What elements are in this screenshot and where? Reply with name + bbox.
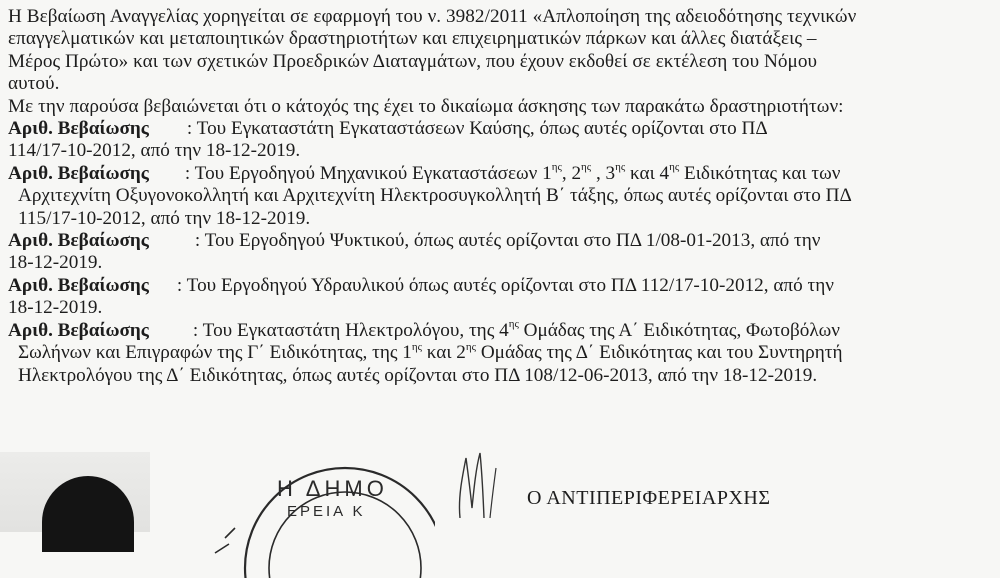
entry-label: Αριθ. Βεβαίωσης — [8, 319, 149, 341]
entry-label: Αριθ. Βεβαίωσης — [8, 230, 149, 252]
ordinal-suffix: ης — [465, 340, 477, 353]
intro-line: Μέρος Πρώτο» και των σχετικών Προεδρικών Διαταγμάτων, που έχουν εκδοθεί σε εκτέλεση του Νόμου — [8, 50, 818, 72]
certificate-entry — [8, 163, 994, 230]
entry-text: : Του Εγκαταστάτη Εγκαταστάσεων Καύσης, όπως αυτές ορίζονται στο ΠΔ — [186, 118, 768, 140]
intro-line: επαγγελματικών και μεταποιητικών δραστηριοτήτων και επιχειρηματικών πάρκων και άλλες διατάξεις – — [8, 28, 817, 50]
entry-label: Αριθ. Βεβαίωσης — [8, 274, 149, 296]
ordinal-suffix: ης — [551, 161, 562, 174]
ordinal-suffix: ης — [669, 161, 680, 174]
entry-text: και 4 — [625, 162, 670, 184]
certificate-entry — [8, 118, 994, 163]
certificate-entry — [8, 320, 994, 387]
entry-text: και 2 — [422, 342, 466, 364]
portrait-silhouette — [42, 476, 134, 552]
entry-label: Αριθ. Βεβαίωσης — [8, 162, 149, 184]
entry-text: 18-12-2019. — [8, 297, 103, 319]
stamp-text-inner: ΕΡΕΙΑ Κ — [287, 503, 366, 520]
document-body — [8, 6, 994, 387]
entry-text: , 3 — [591, 162, 616, 184]
entry-text: : Του Εγκαταστάτη Ηλεκτρολόγου, της 4 — [192, 319, 509, 341]
entry-text: 114/17-10-2012, από την 18-12-2019. — [8, 140, 301, 162]
entry-text: Αρχιτεχνίτη Οξυγονοκολλητή και Αρχιτεχνίτη Ηλεκτροσυγκολλητή Β΄ τάξης, όπως αυτές ορίζονται στο ΠΔ — [18, 185, 852, 207]
intro-statement: Με την παρούσα βεβαιώνεται ότι ο κάτοχός της έχει το δικαίωμα άσκησης των παρακάτω δραστηριοτήτων: — [8, 95, 844, 117]
certificate-entry — [8, 230, 994, 275]
ordinal-suffix: ης — [411, 340, 422, 353]
entry-text: : Του Εργοδηγού Ψυκτικού, όπως αυτές ορίζονται στο ΠΔ 1/08-01-2013, από την — [194, 230, 821, 252]
stamp-text-outer: Η ΔΗΜΟ — [277, 476, 388, 501]
ordinal-suffix: ης — [508, 318, 519, 331]
intro-line: Η Βεβαίωση Αναγγελίας χορηγείται σε εφαρμογή του ν. 3982/2011 «Απλοποίηση της αδειοδότησης τεχνικών — [8, 6, 857, 27]
intro-paragraph — [8, 6, 994, 118]
entry-text: , 2 — [561, 162, 582, 184]
entry-text: Ομάδας της Α΄ Ειδικότητας, Φωτοβόλων — [518, 319, 840, 341]
entry-text: Ειδικότητας και των — [679, 162, 841, 184]
entry-text: : Του Εργοδηγού Μηχανικού Εγκαταστάσεων 1 — [184, 162, 552, 184]
entry-text: Σωλήνων και Επιγραφών της Γ΄ Ειδικότητας, της 1 — [18, 342, 412, 364]
entry-text: Ηλεκτρολόγου της Δ΄ Ειδικότητας, όπως αυτές ορίζονται στο ΠΔ 108/12-06-2013, από την 18-12-2019. — [18, 364, 818, 386]
entry-text: 115/17-10-2012, από την 18-12-2019. — [18, 207, 311, 229]
holder-photo — [0, 452, 150, 532]
certificate-entry — [8, 275, 994, 320]
entry-text: Ομάδας της Δ΄ Ειδικότητας και του Συντηρητή — [476, 342, 843, 364]
signer-title: Ο ΑΝΤΙΠΕΡΙΦΕΡΕΙΑΡΧΗΣ — [527, 487, 771, 509]
official-stamp — [195, 458, 435, 578]
intro-line: αυτού. — [8, 73, 60, 95]
entry-text: : Του Εργοδηγού Υδραυλικού όπως αυτές ορίζονται στο ΠΔ 112/17-10-2012, από την — [176, 274, 834, 296]
entry-label: Αριθ. Βεβαίωσης — [8, 118, 149, 140]
entry-text: 18-12-2019. — [8, 252, 103, 274]
ordinal-suffix: ης — [615, 161, 626, 174]
ordinal-suffix: ης — [581, 161, 592, 174]
